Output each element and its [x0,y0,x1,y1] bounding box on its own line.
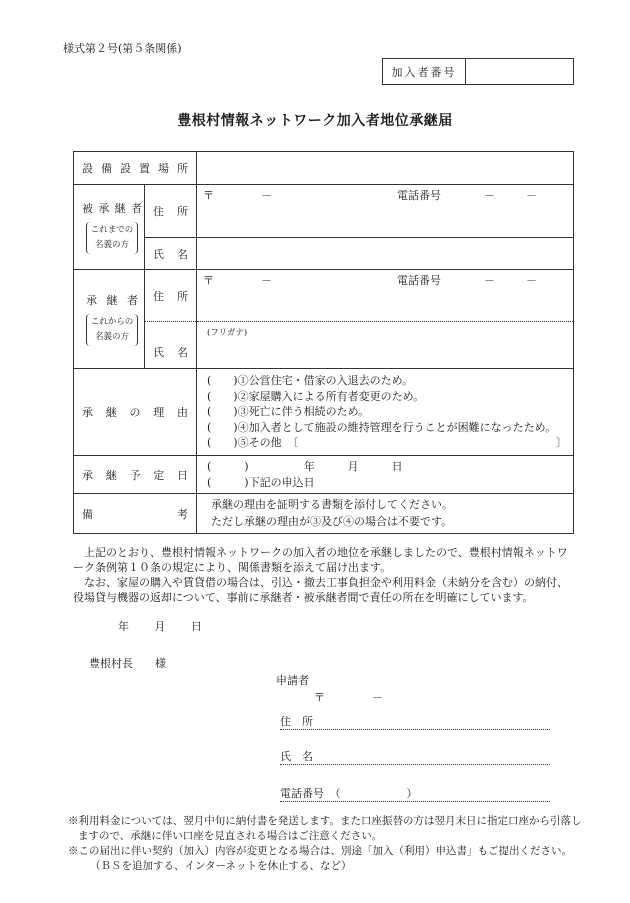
reason-other-text: ( )⑤その他 〔 [207,436,299,450]
applicant-phone-label: 電話番号 （ ） [280,787,418,800]
footnotes [68,814,583,874]
predecessor-name-label: 氏 名 [153,247,188,261]
submission-date[interactable]: 年 月 日 [118,620,202,633]
remarks-label-cell [74,494,197,534]
form-number: 様式第２号(第５条関係) [63,42,182,55]
successor-address-field[interactable] [197,270,574,322]
member-number-field[interactable] [466,59,573,84]
footnote-line: ※利用料金については、翌月中旬に納付書を発送します。また口座振替の方は翌月末日に指定口座から引落し [68,815,582,827]
reason-options [197,369,574,456]
remarks-label: 備 考 [82,507,188,521]
remarks-field [197,494,574,534]
predecessor-label: 被 承 継 者 [82,202,142,215]
successor-address-label-cell [145,270,197,322]
addressee: 豊根村長 様 [89,657,166,670]
applicant-address-field[interactable] [280,713,550,730]
predecessor-name-label-cell [145,238,197,270]
install-location-label [74,152,197,185]
postal-mark: 〒 [203,274,214,287]
predecessor-label-cell [74,185,145,270]
applicant-name-field[interactable] [280,748,550,765]
predecessor-note-line1: これまでの [90,225,134,235]
reason-option[interactable]: ( )④加入者として施設の維持管理を行うことが困難になったため。 [207,420,557,434]
applicant-label: 申請者 [276,674,309,687]
predecessor-name-field[interactable] [197,238,574,270]
schedule-label: 承 継 予 定 日 [82,468,188,482]
applicant-postal-dash: － [372,691,383,704]
schedule-label-cell [74,456,197,494]
applicant-phone-field[interactable] [280,785,550,802]
successor-note-line1: これからの [90,317,134,327]
furigana-label: (フリガナ) [207,328,248,338]
postal-dash: － [261,274,272,287]
phone-label: 電話番号 [397,274,441,287]
install-location-text: 設 備 設 置 場 所 [82,162,188,175]
applicant-address-label: 住 所 [280,715,313,728]
phone-label: 電話番号 [397,189,441,202]
reason-label-cell [74,369,197,456]
form-title: 豊根村情報ネットワーク加入者地位承継届 [177,113,453,129]
postal-mark: 〒 [203,189,214,202]
footnote-line: （ＢＳを追加する、インターネットを休止する、など） [90,860,352,872]
successor-label: 承 継 者 [86,294,138,307]
schedule-option-date[interactable]: ( ) 年 月 日 [207,459,403,473]
reason-option-other[interactable] [207,435,567,451]
successor-note [86,314,139,346]
predecessor-note [86,222,139,254]
notice-paragraph: なお、家屋の購入や賃貸借の場合は、引込・撤去工事負担金や利用料金（未納分を含む）の納付、役場貸与機器の返却について、事前に承継者・被承継者間で責任の所在を明確にしています。 [73,576,568,604]
predecessor-address-label-cell [145,185,197,238]
phone-dash: － [526,189,537,202]
predecessor-note-line2: 名義の方 [94,240,129,250]
phone-dash: － [526,274,537,287]
predecessor-address-label: 住 所 [153,205,188,218]
successor-name-field[interactable] [197,322,574,369]
applicant-name-label: 氏 名 [280,750,313,763]
successor-label-cell [74,270,145,369]
phone-dash: － [484,274,495,287]
postal-dash: － [261,189,272,202]
remarks-line: ただし承継の理由が③及び④の場合は不要です。 [211,514,453,528]
install-location-field[interactable] [197,152,574,185]
phone-dash: － [484,189,495,202]
schedule-options [197,456,574,494]
member-number-label: 加入者番号 [383,59,466,84]
schedule-option-apply-date[interactable]: ( )下記の申込日 [207,475,315,489]
reason-option[interactable]: ( )③死亡に伴う相続のため。 [207,405,370,419]
reason-option[interactable]: ( )②家屋購入による所有者変更のため。 [207,389,425,403]
successor-address-label: 住 所 [153,289,188,303]
reason-other-close: 〕 [556,436,567,450]
reason-label: 承 継 の 理 由 [82,406,188,419]
predecessor-address-field[interactable] [197,185,574,238]
remarks-line: 承継の理由を証明する書類を添付してください。 [211,498,453,511]
member-number-box [382,58,574,85]
applicant-postal-mark: 〒 [314,691,325,704]
successor-name-label: 氏 名 [153,346,188,359]
footnote-line: ますので、承継に伴い口座を見直される場合はご注意ください。 [78,830,383,842]
declaration-paragraph: 上記のとおり、豊根村情報ネットワークの加入者の地位を承継しましたので、豊根村情報ネットワーク条例第１０条の規定により、関係書類を添えて届け出ます。 [73,546,568,574]
successor-note-line2: 名義の方 [94,332,129,342]
declaration-text [73,545,578,605]
application-table [73,151,574,534]
successor-name-label-cell [145,322,197,369]
reason-option[interactable]: ( )①公営住宅・借家の入退去のため。 [207,374,414,388]
footnote-line: ※この届出に伴い契約（加入）内容が変更となる場合は、別途「加入（利用）申込書」もご提出ください。 [68,845,572,857]
